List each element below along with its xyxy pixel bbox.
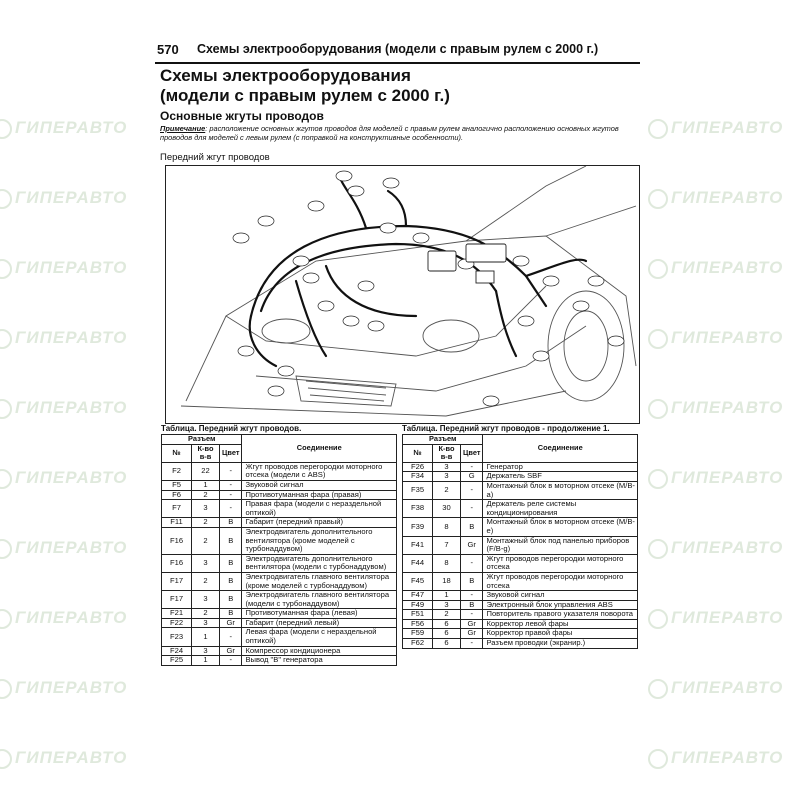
watermark: ГИПЕРАВТО bbox=[0, 748, 127, 769]
connection-description: Противотуманная фара (левая) bbox=[242, 609, 397, 619]
wire-color: B bbox=[220, 609, 242, 619]
connector-number: F17 bbox=[162, 572, 192, 590]
harness-table-2 bbox=[402, 434, 638, 649]
watermark-logo-icon bbox=[648, 259, 668, 279]
pin-count: 3 bbox=[192, 618, 220, 628]
pin-count: 2 bbox=[192, 572, 220, 590]
connector-number: F16 bbox=[162, 527, 192, 554]
connector-number: F44 bbox=[403, 554, 433, 572]
figure-caption: Передний жгут проводов bbox=[160, 152, 270, 163]
connection-description: Генератор bbox=[483, 462, 638, 472]
pin-count: 2 bbox=[192, 527, 220, 554]
pin-count: 1 bbox=[433, 591, 461, 601]
table-row bbox=[403, 610, 638, 620]
connection-description: Электронный блок управления ABS bbox=[483, 600, 638, 610]
pin-count: 1 bbox=[192, 480, 220, 490]
pin-count: 2 bbox=[433, 481, 461, 499]
wire-color: - bbox=[461, 554, 483, 572]
wire-color: - bbox=[461, 591, 483, 601]
connector-number: F59 bbox=[403, 629, 433, 639]
table-row bbox=[403, 518, 638, 536]
table-row bbox=[162, 609, 397, 619]
harness-table-1 bbox=[161, 434, 397, 666]
connector-number: F24 bbox=[162, 646, 192, 656]
connection-description: Монтажный блок в моторном отсеке (M/B-a) bbox=[483, 481, 638, 499]
watermark: ГИПЕРАВТО bbox=[648, 258, 783, 279]
pin-count: 2 bbox=[192, 490, 220, 500]
watermark-logo-icon bbox=[0, 679, 12, 699]
pin-count: 8 bbox=[433, 518, 461, 536]
connection-description: Повторитель правого указателя поворота bbox=[483, 610, 638, 620]
car-front-illustration bbox=[166, 166, 639, 423]
connection-description: Держатель SBF bbox=[483, 472, 638, 482]
wire-color: Gr bbox=[461, 619, 483, 629]
connection-description: Левая фара (модели с нераздельной оптикой) bbox=[242, 628, 397, 646]
watermark-logo-icon bbox=[0, 189, 12, 209]
connection-description: Габарит (передний правый) bbox=[242, 518, 397, 528]
pin-count: 3 bbox=[433, 462, 461, 472]
wire-color: B bbox=[220, 518, 242, 528]
pin-count: 2 bbox=[192, 518, 220, 528]
connection-description: Электродвигатель дополнительного вентилятора (кроме моделей с турбонаддувом) bbox=[242, 527, 397, 554]
pin-count: 3 bbox=[192, 554, 220, 572]
pin-count: 1 bbox=[192, 628, 220, 646]
table-row bbox=[403, 591, 638, 601]
header-count: К-во в-в bbox=[192, 444, 220, 462]
pin-count: 1 bbox=[192, 656, 220, 666]
connector-number: F17 bbox=[162, 591, 192, 609]
connector-number: F39 bbox=[403, 518, 433, 536]
wire-color: B bbox=[220, 572, 242, 590]
wire-color: - bbox=[220, 656, 242, 666]
connection-description: Монтажный блок под панелью приборов (F/B-g) bbox=[483, 536, 638, 554]
watermark: ГИПЕРАВТО bbox=[648, 118, 783, 139]
table-row bbox=[403, 554, 638, 572]
page-header bbox=[155, 42, 640, 64]
watermark: ГИПЕРАВТО bbox=[0, 258, 127, 279]
connection-description: Жгут проводов перегородки моторного отсека bbox=[483, 554, 638, 572]
header-color: Цвет bbox=[220, 444, 242, 462]
header-num: № bbox=[162, 444, 192, 462]
header-connector: Разъем bbox=[403, 435, 483, 445]
pin-count: 3 bbox=[433, 472, 461, 482]
table-1-caption: Таблица. Передний жгут проводов. bbox=[161, 424, 302, 433]
header-num: № bbox=[403, 444, 433, 462]
page-title-line-1: Схемы электрооборудования bbox=[160, 66, 411, 85]
note bbox=[160, 124, 640, 142]
table-row bbox=[403, 536, 638, 554]
connection-description: Противотуманная фара (правая) bbox=[242, 490, 397, 500]
connector-number: F49 bbox=[403, 600, 433, 610]
page-number: 570 bbox=[157, 42, 179, 57]
table-row bbox=[162, 554, 397, 572]
connector-number: F11 bbox=[162, 518, 192, 528]
watermark-logo-icon bbox=[0, 119, 12, 139]
wire-color: - bbox=[220, 628, 242, 646]
wire-color: B bbox=[220, 554, 242, 572]
wire-color: Gr bbox=[220, 618, 242, 628]
connection-description: Электродвигатель главного вентилятора (модели с турбонаддувом) bbox=[242, 591, 397, 609]
connector-number: F56 bbox=[403, 619, 433, 629]
pin-count: 3 bbox=[433, 600, 461, 610]
pin-count: 30 bbox=[433, 500, 461, 518]
table-row bbox=[162, 462, 397, 480]
connection-description: Звуковой сигнал bbox=[483, 591, 638, 601]
wire-color: - bbox=[220, 500, 242, 518]
table-row bbox=[162, 628, 397, 646]
connector-number: F21 bbox=[162, 609, 192, 619]
watermark: ГИПЕРАВТО bbox=[0, 328, 127, 349]
watermark: ГИПЕРАВТО bbox=[648, 538, 783, 559]
table-row bbox=[162, 656, 397, 666]
pin-count: 2 bbox=[192, 609, 220, 619]
wire-color: B bbox=[461, 518, 483, 536]
pin-count: 3 bbox=[192, 500, 220, 518]
watermark: ГИПЕРАВТО bbox=[648, 678, 783, 699]
watermark-logo-icon bbox=[0, 399, 12, 419]
watermark: ГИПЕРАВТО bbox=[0, 188, 127, 209]
watermark: ГИПЕРАВТО bbox=[0, 468, 127, 489]
connection-description: Жгут проводов перегородки моторного отсека bbox=[483, 572, 638, 590]
connector-number: F26 bbox=[403, 462, 433, 472]
pin-count: 18 bbox=[433, 572, 461, 590]
connector-number: F47 bbox=[403, 591, 433, 601]
page-title bbox=[160, 66, 640, 106]
table-row bbox=[162, 500, 397, 518]
watermark: ГИПЕРАВТО bbox=[648, 398, 783, 419]
watermark: ГИПЕРАВТО bbox=[648, 188, 783, 209]
connector-number: F35 bbox=[403, 481, 433, 499]
watermark-logo-icon bbox=[0, 609, 12, 629]
watermark-logo-icon bbox=[648, 399, 668, 419]
connector-number: F41 bbox=[403, 536, 433, 554]
watermark-logo-icon bbox=[648, 749, 668, 769]
connector-number: F23 bbox=[162, 628, 192, 646]
connector-number: F6 bbox=[162, 490, 192, 500]
watermark-logo-icon bbox=[648, 329, 668, 349]
table-row bbox=[403, 500, 638, 518]
connector-number: F25 bbox=[162, 656, 192, 666]
wire-color: Gr bbox=[461, 536, 483, 554]
watermark-logo-icon bbox=[648, 189, 668, 209]
connection-description: Электродвигатель главного вентилятора (кроме моделей с турбонаддувом) bbox=[242, 572, 397, 590]
connector-number: F22 bbox=[162, 618, 192, 628]
watermark: ГИПЕРАВТО bbox=[0, 538, 127, 559]
watermark-logo-icon bbox=[648, 679, 668, 699]
connector-number: F45 bbox=[403, 572, 433, 590]
watermark: ГИПЕРАВТО bbox=[648, 748, 783, 769]
watermark-logo-icon bbox=[0, 259, 12, 279]
wire-color: - bbox=[461, 462, 483, 472]
header-color: Цвет bbox=[461, 444, 483, 462]
wire-color: - bbox=[461, 500, 483, 518]
wire-color: B bbox=[461, 572, 483, 590]
watermark-logo-icon bbox=[0, 469, 12, 489]
pin-count: 6 bbox=[433, 639, 461, 649]
connection-description: Корректор левой фары bbox=[483, 619, 638, 629]
connector-number: F38 bbox=[403, 500, 433, 518]
pin-count: 3 bbox=[192, 646, 220, 656]
wire-color: Gr bbox=[220, 646, 242, 656]
wire-color: - bbox=[461, 610, 483, 620]
table-row bbox=[403, 572, 638, 590]
wiring-harness-figure bbox=[165, 165, 640, 424]
table-row bbox=[403, 639, 638, 649]
table-row bbox=[162, 527, 397, 554]
watermark-logo-icon bbox=[0, 749, 12, 769]
table-2-caption: Таблица. Передний жгут проводов - продолжение 1. bbox=[402, 424, 610, 433]
pin-count: 2 bbox=[433, 610, 461, 620]
watermark: ГИПЕРАВТО bbox=[648, 468, 783, 489]
connector-number: F16 bbox=[162, 554, 192, 572]
connection-description: Компрессор кондиционера bbox=[242, 646, 397, 656]
pin-count: 7 bbox=[433, 536, 461, 554]
connection-description: Жгут проводов перегородки моторного отсека (модели с ABS) bbox=[242, 462, 397, 480]
wire-color: - bbox=[220, 462, 242, 480]
watermark: ГИПЕРАВТО bbox=[0, 678, 127, 699]
wire-color: - bbox=[220, 490, 242, 500]
pin-count: 22 bbox=[192, 462, 220, 480]
table-row bbox=[162, 480, 397, 490]
running-title: Схемы электрооборудования (модели с правым рулем с 2000 г.) bbox=[197, 42, 599, 56]
note-text: : расположение основных жгутов проводов для моделей с правым рулем аналогично расположению основных жгутов проводов для моделей с левым рулем (с поправкой на конструктивные особенности). bbox=[160, 124, 619, 142]
connection-description: Правая фара (модели с нераздельной оптикой) bbox=[242, 500, 397, 518]
connection-description: Габарит (передний левый) bbox=[242, 618, 397, 628]
wire-color: - bbox=[461, 639, 483, 649]
wire-color: B bbox=[220, 591, 242, 609]
watermark-logo-icon bbox=[648, 539, 668, 559]
watermark: ГИПЕРАВТО bbox=[648, 328, 783, 349]
header-connection: Соединение bbox=[242, 435, 397, 463]
table-row bbox=[162, 572, 397, 590]
pin-count: 3 bbox=[192, 591, 220, 609]
wire-color: - bbox=[461, 481, 483, 499]
watermark: ГИПЕРАВТО bbox=[0, 398, 127, 419]
watermark-logo-icon bbox=[648, 119, 668, 139]
connector-number: F7 bbox=[162, 500, 192, 518]
watermark-logo-icon bbox=[0, 329, 12, 349]
connection-description: Корректор правой фары bbox=[483, 629, 638, 639]
header-connection: Соединение bbox=[483, 435, 638, 463]
section-title: Основные жгуты проводов bbox=[160, 109, 324, 123]
wire-color: B bbox=[220, 527, 242, 554]
page-title-line-2: (модели с правым рулем с 2000 г.) bbox=[160, 86, 450, 105]
watermark: ГИПЕРАВТО bbox=[0, 608, 127, 629]
connection-description: Звуковой сигнал bbox=[242, 480, 397, 490]
pin-count: 6 bbox=[433, 619, 461, 629]
connection-description: Вывод "B" генератора bbox=[242, 656, 397, 666]
header-connector: Разъем bbox=[162, 435, 242, 445]
wire-color: - bbox=[220, 480, 242, 490]
header-count: К-во в-в bbox=[433, 444, 461, 462]
watermark-logo-icon bbox=[648, 469, 668, 489]
table-row bbox=[162, 518, 397, 528]
watermark-logo-icon bbox=[648, 609, 668, 629]
wire-color: B bbox=[461, 600, 483, 610]
watermark: ГИПЕРАВТО bbox=[648, 608, 783, 629]
connection-description: Разъем проводки (экранир.) bbox=[483, 639, 638, 649]
connector-number: F51 bbox=[403, 610, 433, 620]
connector-number: F2 bbox=[162, 462, 192, 480]
pin-count: 6 bbox=[433, 629, 461, 639]
connector-number: F5 bbox=[162, 480, 192, 490]
connection-description: Монтажный блок в моторном отсеке (M/B-e) bbox=[483, 518, 638, 536]
connection-description: Держатель реле системы кондиционирования bbox=[483, 500, 638, 518]
pin-count: 8 bbox=[433, 554, 461, 572]
watermark-logo-icon bbox=[0, 539, 12, 559]
wire-color: G bbox=[461, 472, 483, 482]
note-label: Примечание bbox=[160, 124, 206, 133]
wire-color: Gr bbox=[461, 629, 483, 639]
watermark: ГИПЕРАВТО bbox=[0, 118, 127, 139]
table-row bbox=[162, 591, 397, 609]
connector-number: F62 bbox=[403, 639, 433, 649]
table-row bbox=[403, 481, 638, 499]
connection-description: Электродвигатель дополнительного вентилятора (модели с турбонаддувом) bbox=[242, 554, 397, 572]
connector-number: F34 bbox=[403, 472, 433, 482]
